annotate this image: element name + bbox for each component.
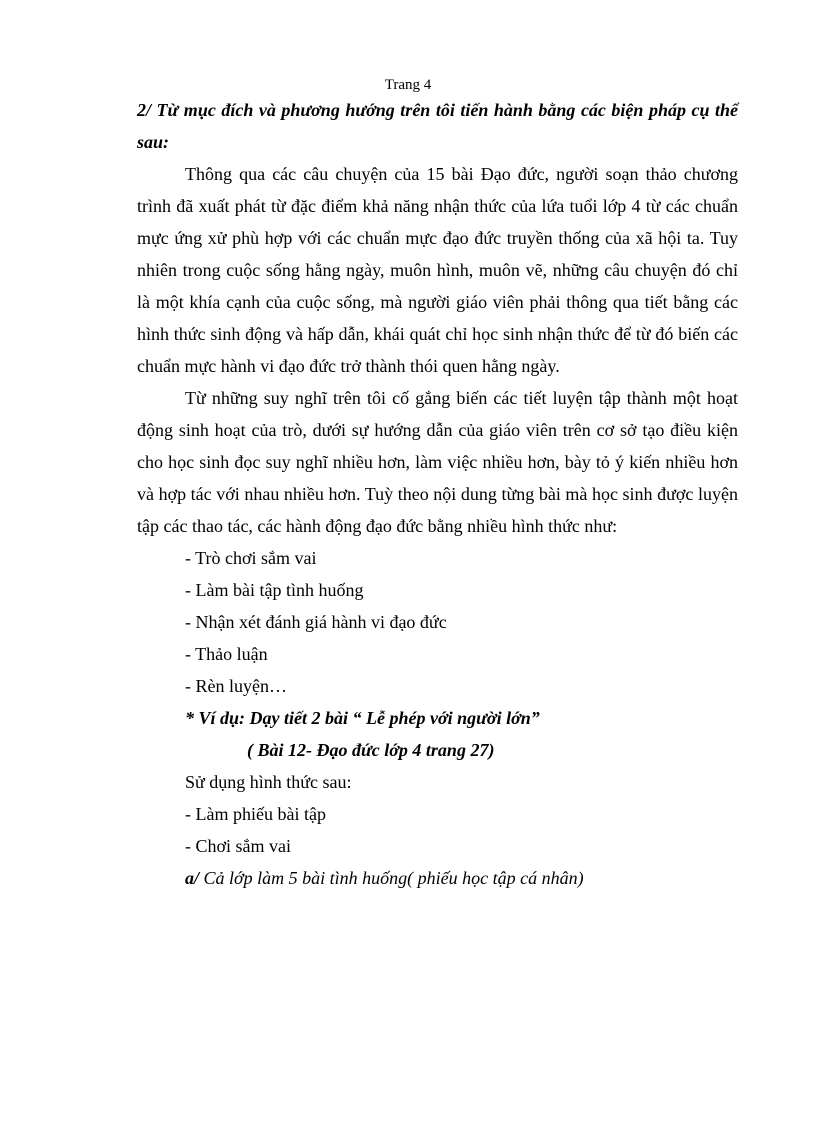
task-text: Cả lớp làm 5 bài tình huống( phiếu học tập cá nhân) [199,868,584,888]
list-item: - Làm bài tập tình huống [185,580,364,600]
example-title: * Ví dụ: Dạy tiết 2 bài “ Lễ phép với người lớn” [185,708,540,728]
example-source: ( Bài 12- Đạo đức lớp 4 trang 27) [247,740,495,760]
list-item: - Trò chơi sắm vai [185,548,317,568]
task-marker: a/ [185,868,200,888]
list-item: - Rèn luyện… [185,676,287,696]
list-item: - Làm phiếu bài tập [185,804,326,824]
task-line [137,862,738,894]
list-item: - Chơi sắm vai [185,836,292,856]
list-item: - Nhận xét đánh giá hành vi đạo đức [185,612,447,632]
example-forms-list [137,798,738,862]
document-body [137,94,738,894]
page-number: Trang 4 [384,77,432,93]
section-heading: 2/ Từ mục đích và phương hướng trên tôi tiến hành bằng các biện pháp cụ thể sau: [137,100,738,152]
paragraph-1: Thông qua các câu chuyện của 15 bài Đạo đức, người soạn thảo chương trình đã xuất phát từ đặc điểm khả năng nhận thức của lứa tuổi lớp 4 từ các chuẩn mực ứng xử phù hợp với các chuẩn mực đạo đức truyền thống của xã hội ta. Tuy nhiên trong cuộc sống hằng ngày, muôn hình, muôn vẽ, những câu chuyện đó chỉ là một khía cạnh của cuộc sống, mà người giáo viên phải thông qua tiết bằng các hình thức sinh động và hấp dẫn, khái quát chỉ học sinh nhận thức để từ đó biến các chuẩn mực hành vi đạo đức trở thành thói quen hằng ngày. [137,164,738,376]
paragraph-2: Từ những suy nghĩ trên tôi cố gắng biến các tiết luyện tập thành một hoạt động sinh hoạt của trò, dưới sự hướng dẫn của giáo viên trên cơ sở tạo điều kiện cho học sinh đọc suy nghĩ nhiều hơn, làm việc nhiều hơn, bày tỏ ý kiến nhiều hơn và hợp tác với nhau nhiều hơn. Tuỳ theo nội dung từng bài mà học sinh được luyện tập các thao tác, các hành động đạo đức bằng nhiều hình thức như: [137,388,738,536]
example-intro: Sử dụng hình thức sau: [185,772,352,792]
forms-list [137,542,738,702]
list-item: - Thảo luận [185,644,268,664]
